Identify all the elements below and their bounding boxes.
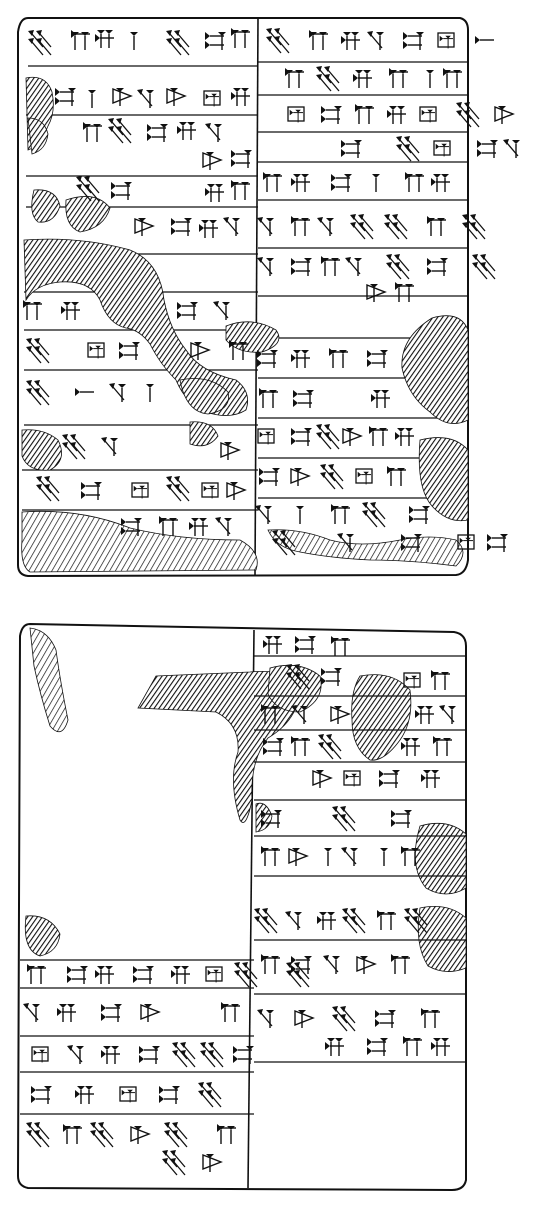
reverse-left-rulings: [20, 960, 254, 1114]
reverse-panel: [18, 624, 466, 1190]
obverse-outline: [18, 18, 468, 576]
obverse-column-divider: [255, 18, 258, 576]
obverse-right-rulings: [258, 62, 468, 498]
obverse-panel: [18, 18, 520, 576]
obverse-right-signs: [255, 28, 520, 555]
